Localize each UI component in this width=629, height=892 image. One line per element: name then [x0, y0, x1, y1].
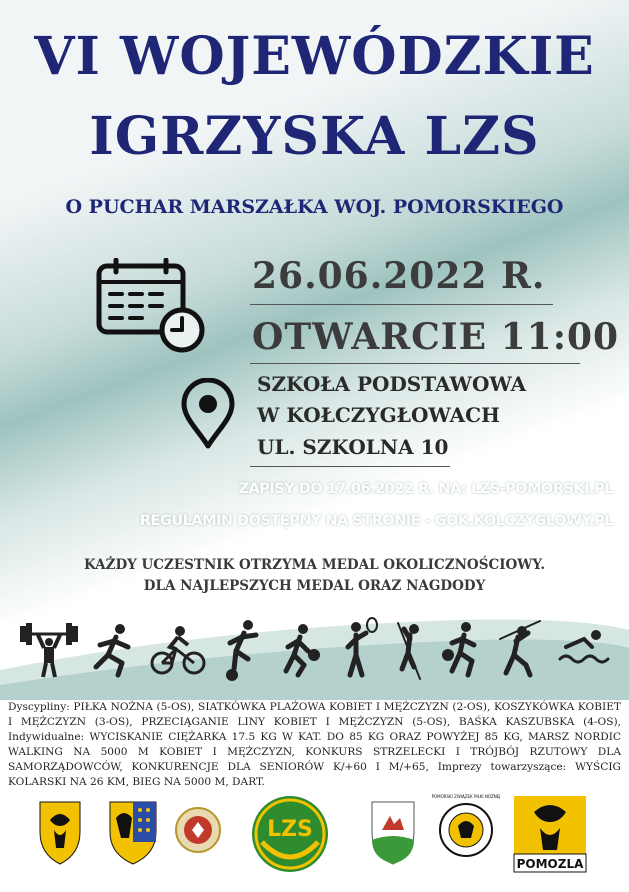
disciplines-text: Dyscypliny: PIŁKA NOŻNA (5-OS), SIATKÓWKA PLAŻOWA KOBIET I MĘŻCZYZN (2-OS), KOSZYKÓWKA KOBIET I MĘŻCZYZN (3-OS), PRZECIĄGANIE LINY KOBIET I MĘŻCZYZN (5-OS), BAŚKA KASZUBSKA (4-OS), Indywidualne: WYCISKANIE CIĘŻARKA 17.5 KG W KAT. DO 85 KG ORAZ POWYŻEJ 85 KG, MARSZ NORDIC WALKING NA 5000 M KOBIET I MĘŻCZYZN, KONKURS STRZELECKI I TRÓJBÓJ RZUTOWY DLA SAMORZĄDOWCÓW, KONKURENCJE DLA SENIORÓW K/+60 I M/+65, Imprezy towarzyszące: WYŚCIG KOLARSKI NA 26 KM, BIEG NA 5000 M, DART.: [8, 701, 621, 788]
event-date: 26.06.2022 R.: [252, 255, 546, 297]
medal-info-line-1: KAŻDY UCZESTNIK OTRZYMA MEDAL OKOLICZNOŚCIOWY.: [83, 557, 546, 573]
lzs-logo-text: LZS: [267, 817, 313, 842]
address-line-2: W KOŁCZYGŁOWACH: [257, 403, 500, 427]
swimming-icon: [560, 630, 608, 662]
zpn-logo-text: POMORSKI ZWIĄZEK PIŁKI NOŻNEJ: [431, 794, 501, 799]
running-icon: [96, 624, 128, 675]
subtitle: O PUCHAR MARSZAŁKA WOJ. POMORSKIEGO: [65, 196, 564, 218]
football-icon: [226, 620, 256, 681]
divider-date: [250, 304, 553, 305]
medal-info-line-2: DLA NAJLEPSZYCH MEDAL ORAZ NAGDODY: [143, 578, 486, 594]
basketball-icon: [442, 622, 474, 675]
tennis-icon: [348, 618, 377, 675]
cycling-icon: [152, 626, 204, 673]
pomozla-logo: [514, 796, 586, 872]
registration-info: ZAPISY DO 17.06.2022 R. NA: LZS-POMORSKI.PL: [238, 481, 613, 497]
sports-icons-row: [0, 615, 629, 685]
pole-vault-icon: [398, 623, 420, 679]
gmina-coat-of-arms-logo: [110, 802, 156, 864]
javelin-icon: [500, 621, 540, 675]
pomorskie-coat-of-arms-logo: [40, 802, 80, 864]
title-line-1: VI WOJEWÓDZKIE: [34, 26, 595, 87]
logos-row: [0, 790, 629, 880]
pomozla-logo-text: POMOZLA: [516, 857, 584, 871]
volleyball-icon: [286, 624, 320, 675]
weightlifting-icon: [20, 623, 78, 677]
rules-info: REGULAMIN DOSTĘPNY NA STRONIE - GOK.KOLCZYGLOWY.PL: [139, 513, 613, 529]
divider-opening: [250, 363, 580, 364]
address-line-1: SZKOŁA PODSTAWOWA: [257, 372, 527, 396]
location-pin-icon: [180, 378, 236, 450]
kolczyglowy-coat-of-arms-logo: [372, 802, 414, 864]
lzs-logo: [252, 796, 328, 872]
opening-time: OTWARCIE 11:00: [252, 316, 620, 358]
calendar-clock-icon: [96, 258, 208, 354]
title-line-2: IGRZYSKA LZS: [89, 106, 540, 167]
zpn-logo: [432, 794, 501, 856]
address-line-3: UL. SZKOLNA 10: [257, 435, 449, 459]
divider-address: [250, 466, 450, 467]
fire-brigade-badge-logo: [176, 808, 220, 852]
